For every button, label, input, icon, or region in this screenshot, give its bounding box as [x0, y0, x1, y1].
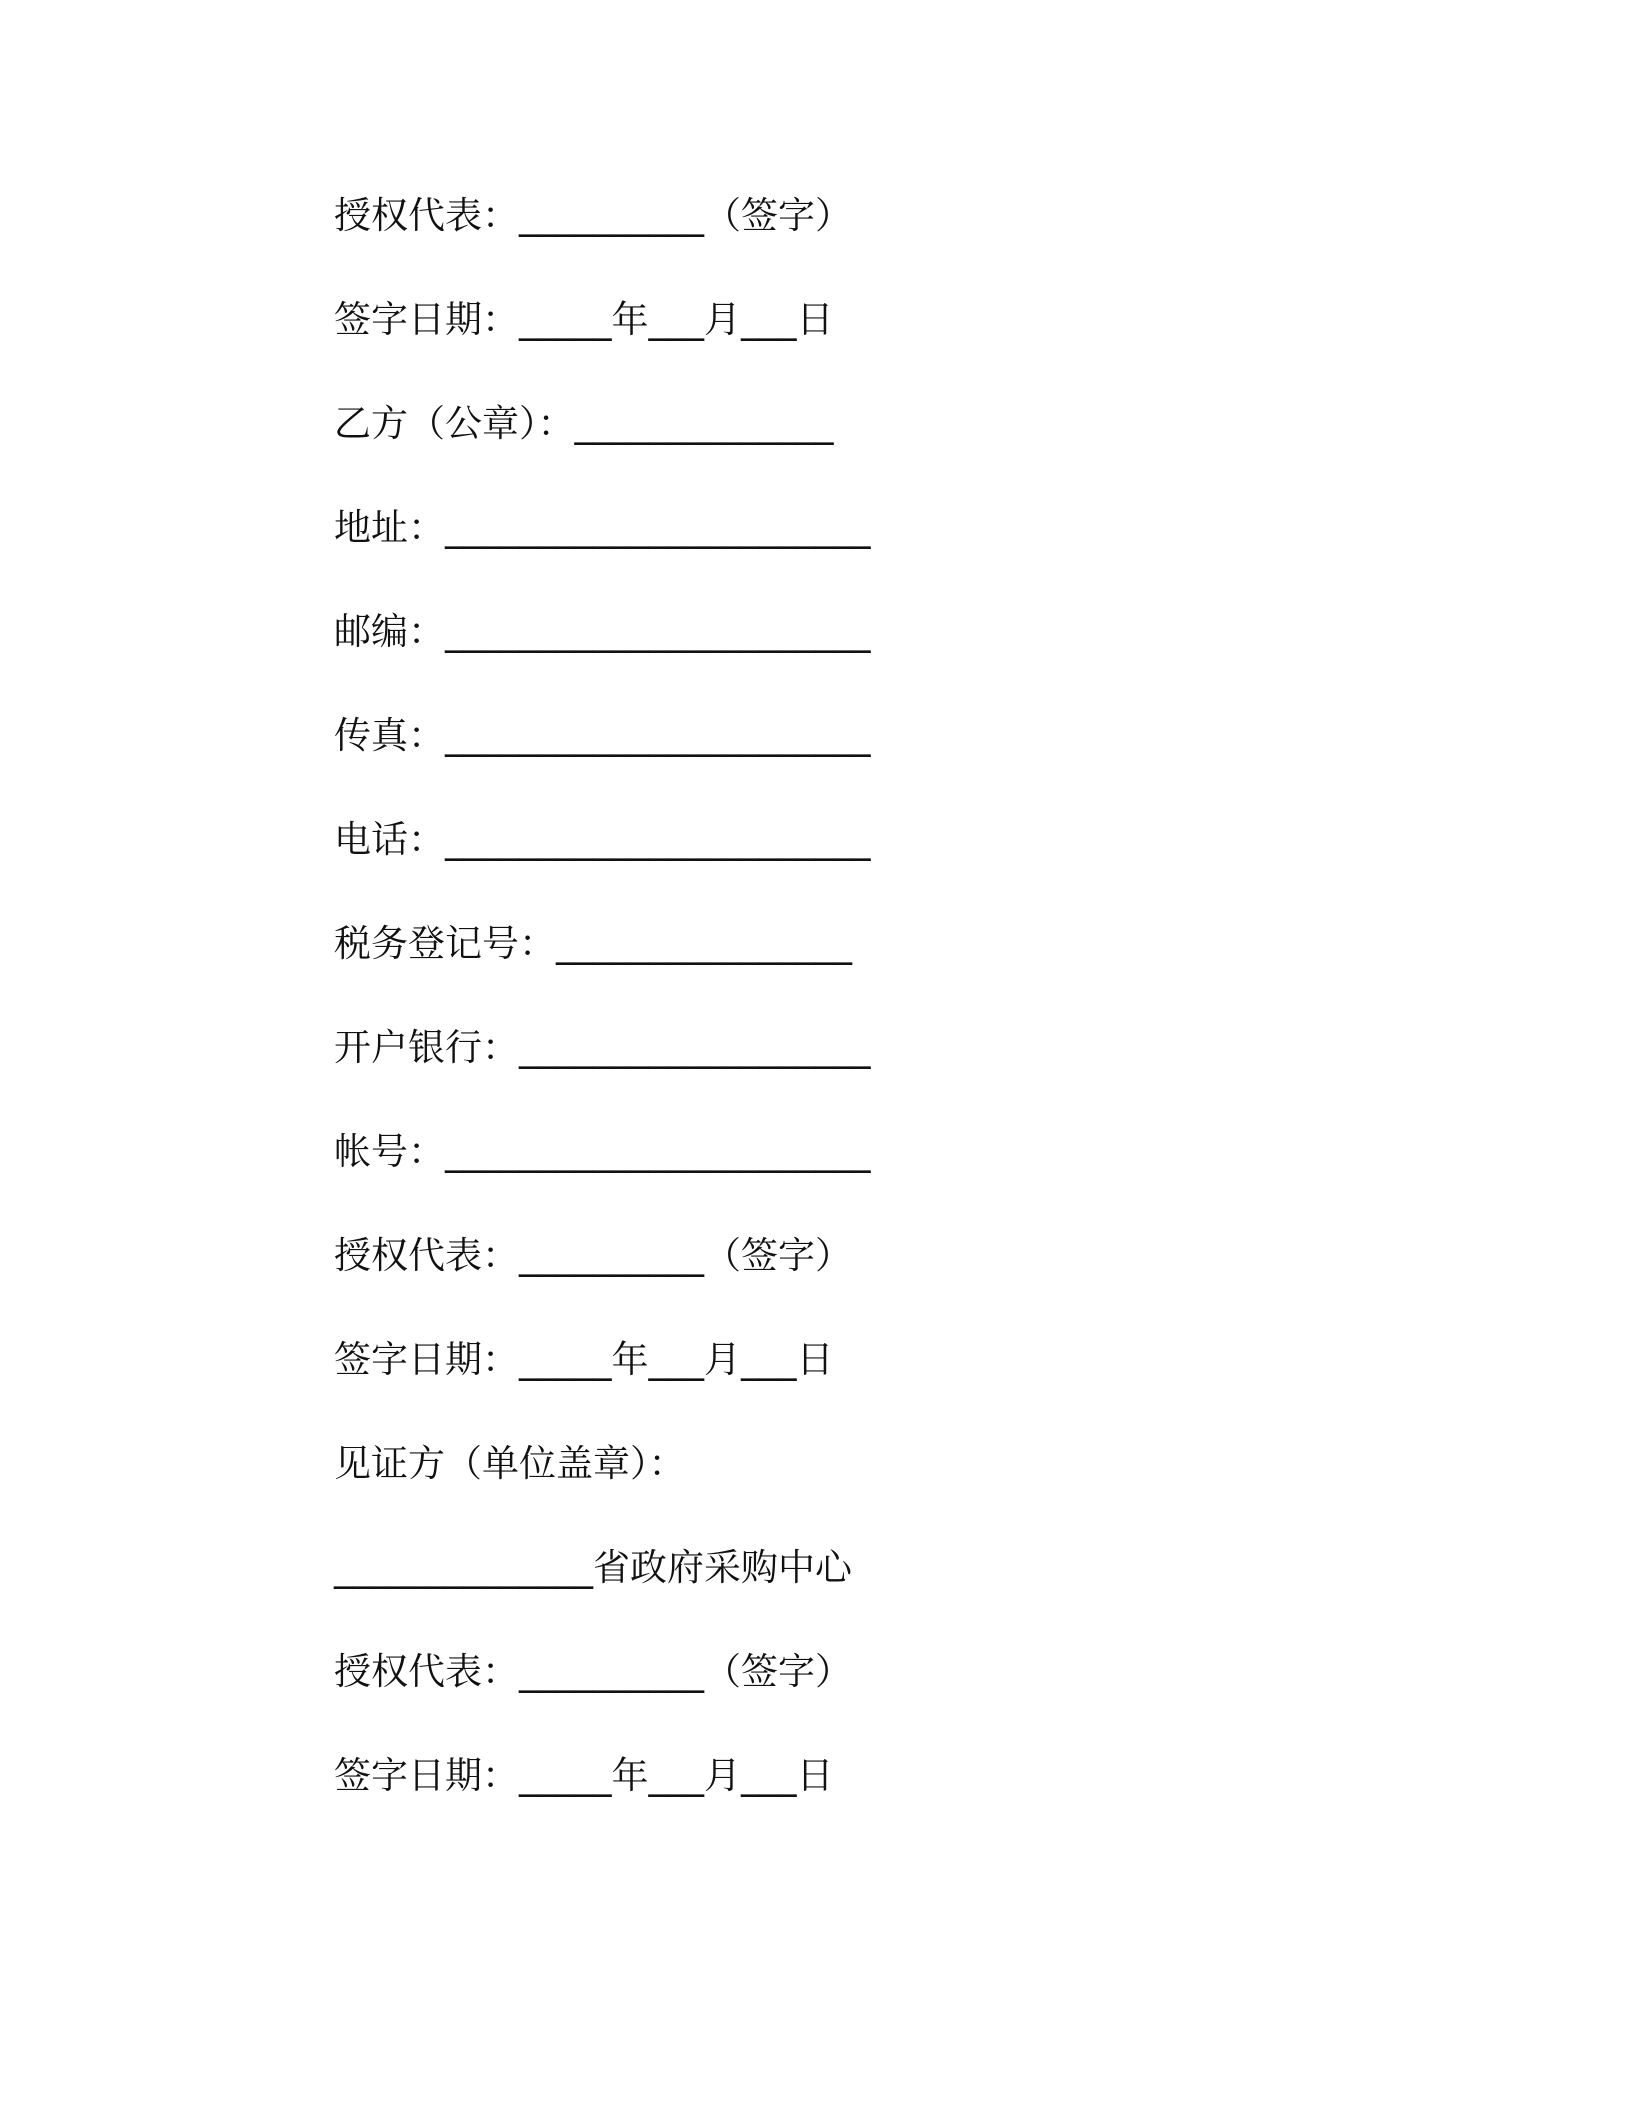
party-b-fax-line: 传真：_______________________ [334, 714, 871, 757]
party-b-representative-line: 授权代表：__________（签字） [334, 1234, 852, 1277]
witness-seal-line: 见证方（单位盖章）： [334, 1442, 686, 1485]
witness-representative-line: 授权代表：__________（签字） [334, 1650, 852, 1693]
party-b-address-line: 地址：_______________________ [334, 506, 871, 549]
party-b-seal-line: 乙方（公章）：______________ [334, 402, 834, 445]
party-b-phone-line: 电话：_______________________ [334, 818, 871, 861]
signature-block [334, 186, 1434, 1850]
party-b-tax-id-line: 税务登记号：________________ [334, 922, 852, 965]
witness-sign-date-line: 签字日期：_____年___月___日 [334, 1754, 834, 1797]
witness-org-line: ______________省政府采购中心 [334, 1546, 852, 1589]
party-b-sign-date-line: 签字日期：_____年___月___日 [334, 1338, 834, 1381]
party-a-sign-date-line: 签字日期：_____年___月___日 [334, 298, 834, 341]
party-b-account-line: 帐号：_______________________ [334, 1130, 871, 1173]
party-a-representative-line: 授权代表：__________（签字） [334, 194, 852, 237]
party-b-postcode-line: 邮编：_______________________ [334, 610, 871, 653]
party-b-bank-line: 开户银行：___________________ [334, 1026, 871, 1069]
